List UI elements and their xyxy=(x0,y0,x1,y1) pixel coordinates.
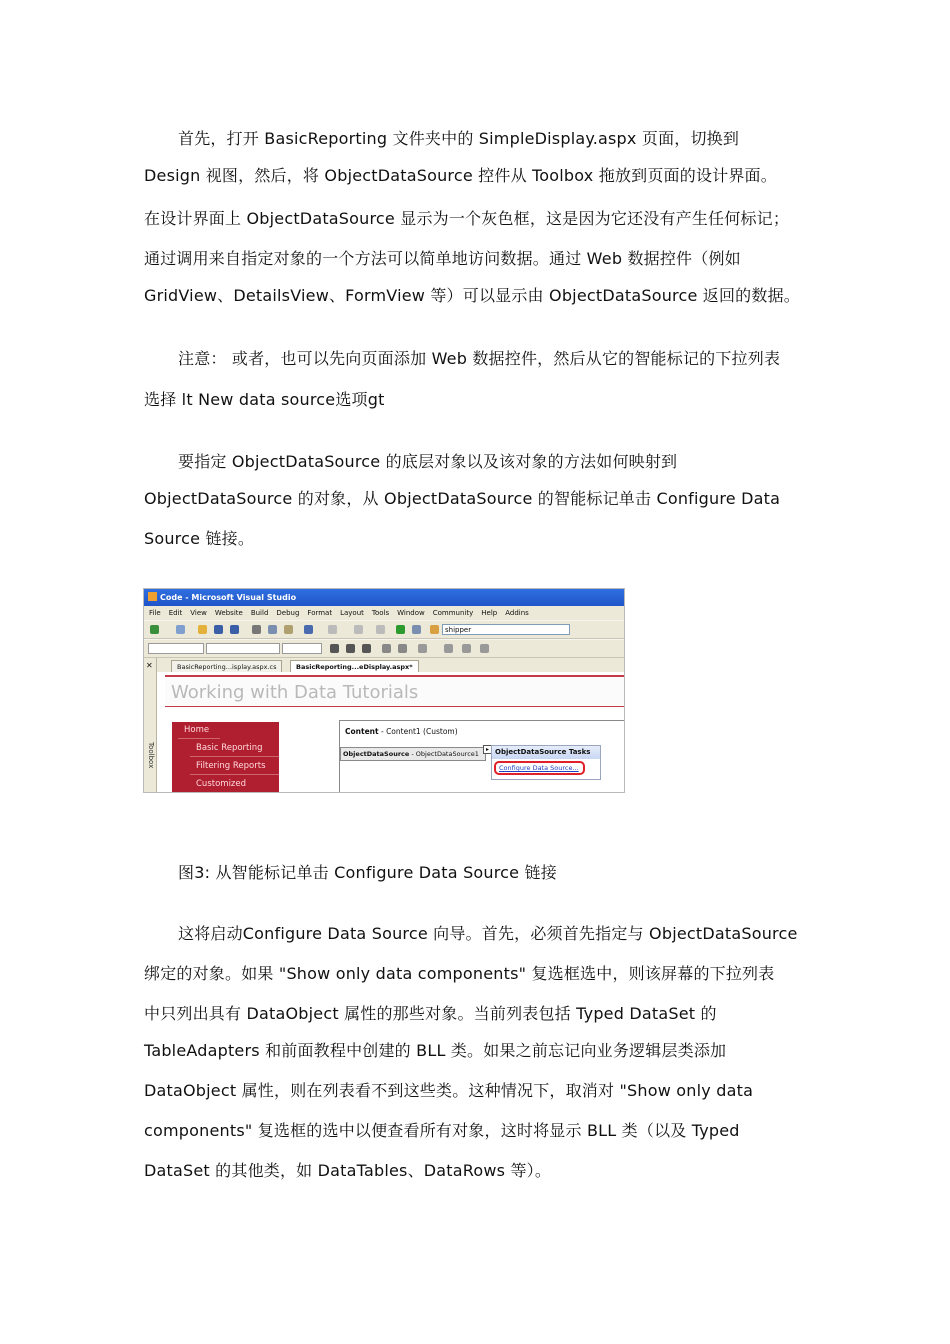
smart-tag-panel xyxy=(491,745,601,780)
text-line: 这将启动Configure Data Source 向导。首先，必须首先指定与 ObjectDataSource xyxy=(178,924,798,943)
objectdatasource-control[interactable] xyxy=(340,747,486,761)
standard-toolbar xyxy=(144,620,624,639)
cut-icon[interactable] xyxy=(252,625,261,634)
menu-item-file[interactable]: File xyxy=(149,609,161,617)
text-line: 图3: 从智能标记单击 Configure Data Source 链接 xyxy=(178,863,557,882)
window-title: Code - Microsoft Visual Studio xyxy=(160,593,297,602)
redo-icon[interactable] xyxy=(328,625,337,634)
text-line: 在设计界面上 ObjectDataSource 显示为一个灰色框，这是因为它还没有产生任何标记； xyxy=(144,209,790,228)
menu-item-build[interactable]: Build xyxy=(250,609,269,617)
menu-item-addins[interactable]: Addins xyxy=(505,609,529,617)
window-title-bar xyxy=(144,589,624,606)
visual-studio-icon xyxy=(148,592,157,601)
navigate-forward-icon[interactable] xyxy=(376,625,385,634)
page-header xyxy=(165,675,624,705)
content-placeholder[interactable] xyxy=(339,720,625,793)
open-icon[interactable] xyxy=(198,625,207,634)
save-icon[interactable] xyxy=(214,625,223,634)
toolbox-panel[interactable] xyxy=(144,658,157,792)
navigate-back-icon[interactable] xyxy=(354,625,363,634)
nav-item[interactable]: Home xyxy=(178,722,220,739)
text-line: 中只列出具有 DataObject 属性的那些对象。当前列表包括 Typed DataSet 的 xyxy=(144,1004,717,1023)
formatting-toolbar xyxy=(144,639,624,658)
design-surface[interactable] xyxy=(157,672,624,792)
ods-type: ObjectDataSource xyxy=(343,750,410,758)
menu-item-layout[interactable]: Layout xyxy=(340,609,364,617)
menu-item-format[interactable]: Format xyxy=(307,609,333,617)
nav-item[interactable]: Basic Reporting xyxy=(190,740,279,757)
find-icon[interactable] xyxy=(430,625,439,634)
nav-item[interactable]: Filtering Reports xyxy=(190,758,279,775)
find-combo-value: shipper xyxy=(445,626,472,634)
find-combo[interactable] xyxy=(442,624,570,635)
document-tabs xyxy=(157,658,624,672)
copy-icon[interactable] xyxy=(268,625,277,634)
menu-item-debug[interactable]: Debug xyxy=(276,609,300,617)
ods-id: - ObjectDataSource1 xyxy=(409,750,479,758)
toolbox-label: Toolbox xyxy=(147,742,155,769)
paste-icon[interactable] xyxy=(284,625,293,634)
text-line: GridView、DetailsView、FormView 等）可以显示由 ObjectDataSource 返回的数据。 xyxy=(144,286,800,305)
add-item-icon[interactable] xyxy=(176,625,185,634)
text-line: 绑定的对象。如果 "Show only data components" 复选框选中，则该屏幕的下拉列表 xyxy=(144,964,775,983)
text-line: Source 链接。 xyxy=(144,529,255,548)
italic-icon[interactable] xyxy=(346,644,355,653)
new-project-icon[interactable] xyxy=(150,625,159,634)
site-navigation xyxy=(172,722,279,792)
text-line: DataObject 属性，则在列表看不到这些类。这种情况下，取消对 "Show only data xyxy=(144,1081,754,1100)
menu-item-community[interactable]: Community xyxy=(432,609,474,617)
numbered-list-icon[interactable] xyxy=(444,644,453,653)
menu-item-window[interactable]: Window xyxy=(397,609,425,617)
menu-item-help[interactable]: Help xyxy=(481,609,498,617)
content-label-detail: - Content1 (Custom) xyxy=(378,727,458,736)
text-line: Design 视图，然后，将 ObjectDataSource 控件从 Toolbox 拖放到页面的设计界面。 xyxy=(144,166,777,185)
bold-icon[interactable] xyxy=(330,644,339,653)
menu-item-website[interactable]: Website xyxy=(214,609,243,617)
header-divider xyxy=(165,706,624,707)
text-line: 注意： 或者，也可以先向页面添加 Web 数据控件，然后从它的智能标记的下拉列表 xyxy=(178,349,781,368)
toolbox-pin-icon[interactable]: ✕ xyxy=(146,661,153,670)
visual-studio-screenshot xyxy=(143,588,625,793)
smart-tag-title: ObjectDataSource Tasks xyxy=(492,746,600,759)
content-label xyxy=(345,727,458,736)
text-line: DataSet 的其他类，如 DataTables、DataRows 等）。 xyxy=(144,1161,552,1180)
tab-aspx[interactable]: BasicReporting...eDisplay.aspx* xyxy=(290,660,419,673)
font-color-icon[interactable] xyxy=(382,644,391,653)
content-label-name: Content xyxy=(345,727,379,736)
menu-item-view[interactable]: View xyxy=(190,609,207,617)
smart-tag-arrow-icon[interactable]: ▸ xyxy=(483,745,492,754)
highlight-icon[interactable] xyxy=(398,644,407,653)
configure-data-source-link[interactable]: Configure Data Source... xyxy=(494,761,585,775)
underline-icon[interactable] xyxy=(362,644,371,653)
text-line: 要指定 ObjectDataSource 的底层对象以及该对象的方法如何映射到 xyxy=(178,452,678,471)
header-title: Working with Data Tutorials xyxy=(171,682,419,703)
block-format-combo[interactable] xyxy=(148,643,204,654)
text-line: components" 复选框的选中以便查看所有对象，这时将显示 BLL 类（以及 Typed xyxy=(144,1121,740,1140)
text-line: 首先，打开 BasicReporting 文件夹中的 SimpleDisplay.aspx 页面，切换到 xyxy=(178,129,740,148)
view-in-browser-icon[interactable] xyxy=(412,625,421,634)
save-all-icon[interactable] xyxy=(230,625,239,634)
tab-code-behind[interactable]: BasicReporting...isplay.aspx.cs xyxy=(171,660,282,673)
undo-icon[interactable] xyxy=(304,625,313,634)
text-line: ObjectDataSource 的对象，从 ObjectDataSource 的智能标记单击 Configure Data xyxy=(144,489,781,508)
nav-item[interactable]: Customized xyxy=(190,776,279,793)
align-icon[interactable] xyxy=(418,644,427,653)
menu-item-tools[interactable]: Tools xyxy=(371,609,390,617)
start-debugging-icon[interactable] xyxy=(396,625,405,634)
text-line: TableAdapters 和前面教程中创建的 BLL 类。如果之前忘记向业务逻辑层类添加 xyxy=(144,1041,727,1060)
menu-item-edit[interactable]: Edit xyxy=(168,609,183,617)
text-line: 选择 lt New data source选项gt xyxy=(144,390,385,409)
menu-bar xyxy=(144,606,624,620)
indent-icon[interactable] xyxy=(480,644,489,653)
bulleted-list-icon[interactable] xyxy=(462,644,471,653)
font-size-combo[interactable] xyxy=(282,643,322,654)
font-name-combo[interactable] xyxy=(206,643,280,654)
text-line: 通过调用来自指定对象的一个方法可以简单地访问数据。通过 Web 数据控件（例如 xyxy=(144,249,741,268)
